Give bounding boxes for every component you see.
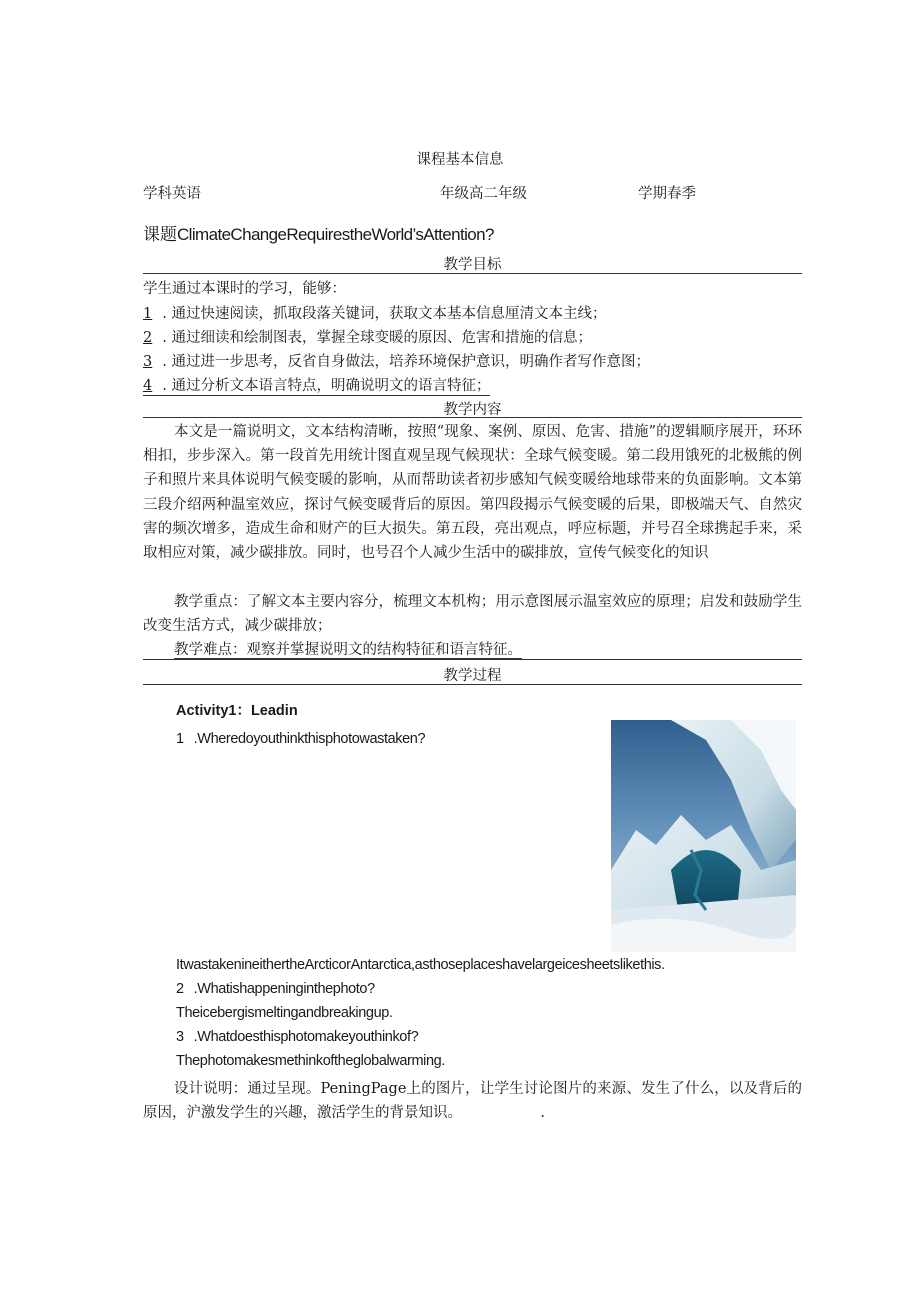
question-text: .Whatishappeninginthephoto? bbox=[193, 981, 375, 997]
question-number: 2 bbox=[176, 981, 184, 997]
iceberg-image bbox=[611, 720, 796, 952]
question-3 bbox=[176, 1029, 418, 1045]
grade-field: 年级高二年级 bbox=[440, 186, 527, 202]
subject-field: 学科英语 bbox=[143, 186, 201, 202]
goals-intro: 学生通过本课时的学习，能够： bbox=[143, 281, 346, 297]
question-number: 1 bbox=[176, 731, 184, 747]
key-points: 教学重点：了解文本主要内容分，梳理文本机构；用示意图展示温室效应的原理；启发和鼓励学生改变生活方式，减少碳排放； bbox=[143, 594, 802, 635]
answer-2: Theicebergismeltingandbreakingup. bbox=[176, 1005, 393, 1021]
design-note: 设计说明：通过呈现。PeningPage上的图片，让学生讨论图片的来源、发生了什么，以及背后的原因，沪激发学生的兴趣，激活学生的背景知识。 . bbox=[143, 1081, 802, 1122]
page-title: 课程基本信息 bbox=[416, 152, 504, 168]
divider bbox=[143, 417, 802, 418]
question-text: .Whatdoesthisphotomakeyouthinkof? bbox=[193, 1029, 419, 1045]
goal-number: 3 bbox=[143, 354, 153, 370]
divider bbox=[143, 659, 802, 660]
goal-item bbox=[143, 326, 592, 347]
topic-label: 课题 bbox=[143, 225, 177, 245]
content-paragraph: 本文是一篇说明文，文本结构清晰，按照“现象、案例、原因、危害、措施”的逻辑顺序展开，环环相扣，步步深入。第一段首先用统计图直观呈现气候现状：全球气候变暖。第二段用饿死的北极熊的例子和照片来具体说明气候变暖的影响，从而帮助读者初步感知气候变暖给地球带来的负面影响。文本第三段介绍两种温室效应，探讨气候变暖背后的原因。第四段揭示气候变暖的后果，即极端天气、自然灾害的频次增多，造成生命和财产的巨大损失。第五段，亮出观点，呼应标题，并号召全球携起手来，采取相应对策，减少碳排放。同时，也号召个人减少生活中的碳排放，宣传气候变化的知识 bbox=[143, 424, 802, 562]
goal-text: . 通过进一步思考，反省自身做法，培养环境保护意识，明确作者写作意图； bbox=[162, 354, 650, 370]
divider bbox=[143, 684, 802, 685]
term-field: 学期春季 bbox=[638, 186, 696, 202]
answer-3: Thephotomakesmethinkoftheglobalwarming. bbox=[176, 1053, 445, 1069]
content-heading: 教学内容 bbox=[443, 402, 502, 418]
goal-text: . 通过快速阅读，抓取段落关键词，获取文本基本信息厘清文本主线； bbox=[162, 306, 607, 322]
goal-item bbox=[143, 302, 606, 323]
goal-item bbox=[143, 350, 650, 371]
question-number: 3 bbox=[176, 1029, 184, 1045]
topic-title: ClimateChangeRequirestheWorld’sAttention? bbox=[177, 225, 494, 244]
topic-row bbox=[143, 220, 494, 245]
divider bbox=[143, 273, 802, 274]
goal-text: . 通过分析文本语言特点，明确说明文的语言特征； bbox=[162, 378, 491, 394]
difficulty: 教学难点：观察并掌握说明文的结构特征和语言特征。 bbox=[174, 642, 522, 658]
goal-number: 2 bbox=[143, 330, 153, 346]
goal-number: 4 bbox=[143, 378, 153, 394]
question-1 bbox=[176, 731, 425, 747]
iceberg-photo bbox=[611, 720, 796, 952]
goal-number: 1 bbox=[143, 306, 153, 322]
answer-1: ItwastakenineithertheArcticorAntarctica,asthoseplaceshavelargeicesheetslikethis. bbox=[176, 957, 665, 973]
question-text: .Wheredoyouthinkthisphotowastaken? bbox=[193, 731, 426, 747]
goals-heading: 教学目标 bbox=[443, 257, 502, 273]
activity-title: Activity1：Leadin bbox=[176, 703, 298, 719]
process-heading: 教学过程 bbox=[443, 668, 502, 684]
difficulty-row bbox=[174, 638, 522, 659]
goal-text: . 通过细读和绘制图表，掌握全球变暖的原因、危害和措施的信息； bbox=[162, 330, 592, 346]
question-2 bbox=[176, 981, 375, 997]
goal-item bbox=[143, 374, 490, 396]
